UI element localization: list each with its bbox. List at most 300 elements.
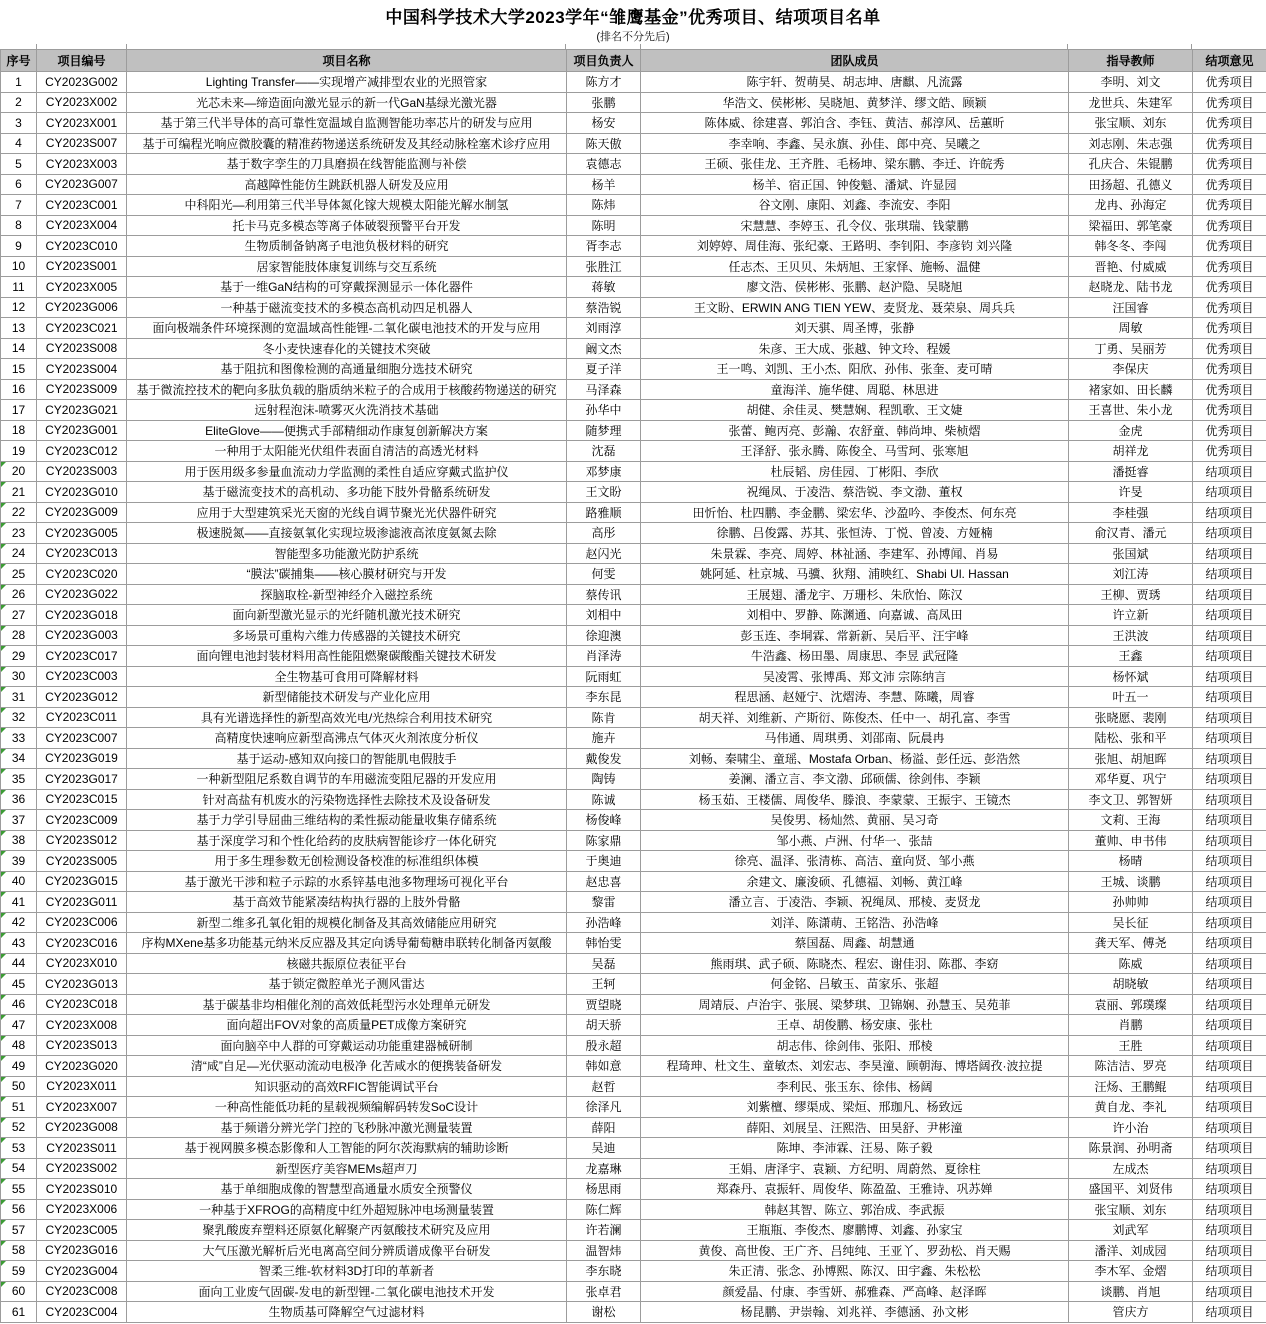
- cell-leader: 阚文杰: [567, 338, 641, 359]
- cell-leader: 陈诚: [567, 789, 641, 810]
- cell-index: 34: [1, 748, 37, 769]
- cell-project-name: 生物质基可降解空气过滤材料: [127, 1302, 567, 1323]
- cell-advisors: 潘洋、刘成园: [1069, 1240, 1193, 1261]
- cell-team-members: 马伟通、周琪勇、刘邵南、阮晨冉: [641, 728, 1069, 749]
- cell-team-members: 王硕、张佳龙、王齐胜、毛杨坤、梁东鹏、李迁、许皖秀: [641, 154, 1069, 175]
- cell-team-members: 谷文刚、康阳、刘鑫、李流安、李阳: [641, 195, 1069, 216]
- cell-team-members: 黄俊、高世俊、王广齐、吕纯纯、王亚丫、罗劲松、肖天赐: [641, 1240, 1069, 1261]
- cell-project-id: CY2023X006: [37, 1199, 127, 1220]
- cell-project-name: 基于单细胞成像的智慧型高通量水质安全预警仪: [127, 1179, 567, 1200]
- cell-team-members: 王娟、唐泽宇、袁颖、方纪明、周蔚然、夏徐柱: [641, 1158, 1069, 1179]
- cell-index: 9: [1, 236, 37, 257]
- table-row: [1, 892, 1266, 913]
- cell-project-id: CY2023G020: [37, 1056, 127, 1077]
- cell-index: 55: [1, 1179, 37, 1200]
- cell-project-id: CY2023G021: [37, 400, 127, 421]
- table-row: [1, 810, 1266, 831]
- cell-conclusion: 优秀项目: [1193, 441, 1266, 462]
- cell-project-name: 一种基于磁流变技术的多模态高机动四足机器人: [127, 297, 567, 318]
- cell-conclusion: 结项项目: [1193, 1179, 1266, 1200]
- cell-conclusion: 结项项目: [1193, 1281, 1266, 1302]
- cell-project-name: 托卡马克多模态等离子体破裂预警平台开发: [127, 215, 567, 236]
- cell-advisors: 梁福田、郭笔豪: [1069, 215, 1193, 236]
- cell-project-id: CY2023X011: [37, 1076, 127, 1097]
- cell-conclusion: 结项项目: [1193, 871, 1266, 892]
- cell-team-members: 徐亮、温泽、张清栋、高洁、童向贤、邹小燕: [641, 851, 1069, 872]
- cell-leader: 蔡传讯: [567, 584, 641, 605]
- cell-advisors: 胡晓敏: [1069, 974, 1193, 995]
- table-row: [1, 1302, 1266, 1323]
- cell-project-name: 面向锂电池封装材料用高性能阻燃聚碳酸酯关键技术研发: [127, 646, 567, 667]
- cell-team-members: 吴俊男、杨灿然、黄丽、吴习奇: [641, 810, 1069, 831]
- cell-index: 12: [1, 297, 37, 318]
- cell-index: 59: [1, 1261, 37, 1282]
- cell-advisors: 龚天军、傅尧: [1069, 933, 1193, 954]
- page-subtitle: (排名不分先后): [596, 31, 670, 43]
- table-row: [1, 1179, 1266, 1200]
- cell-index: 39: [1, 851, 37, 872]
- cell-leader: 陈天傲: [567, 133, 641, 154]
- table-row: [1, 400, 1266, 421]
- cell-index: 56: [1, 1199, 37, 1220]
- cell-conclusion: 优秀项目: [1193, 174, 1266, 195]
- cell-team-members: 胡健、余佳灵、樊慧娴、程凯歌、王文婕: [641, 400, 1069, 421]
- cell-leader: 吴迪: [567, 1138, 641, 1159]
- table-row: [1, 113, 1266, 134]
- cell-team-members: 程思涵、赵娅宁、沈熠涛、李慧、陈曦，周睿: [641, 687, 1069, 708]
- table-row: [1, 502, 1266, 523]
- cell-project-name: 基于力学引导屈曲三维结构的柔性振动能量收集存储系统: [127, 810, 567, 831]
- table-row: [1, 687, 1266, 708]
- cell-index: 11: [1, 277, 37, 298]
- cell-leader: 何雯: [567, 564, 641, 585]
- cell-index: 6: [1, 174, 37, 195]
- cell-advisors: 肖鹏: [1069, 1015, 1193, 1036]
- cell-project-name: 一种用于太阳能光伏组件表面自清洁的高透光材料: [127, 441, 567, 462]
- cell-leader: 韩怡雯: [567, 933, 641, 954]
- cell-project-name: 基于碳基非均相催化剂的高效低耗型污水处理单元研发: [127, 994, 567, 1015]
- cell-index: 10: [1, 256, 37, 277]
- cell-conclusion: 结项项目: [1193, 1097, 1266, 1118]
- cell-index: 42: [1, 912, 37, 933]
- cell-team-members: 胡天祥、刘维新、产斯衍、陈俊杰、任中一、胡孔富、李雪: [641, 707, 1069, 728]
- table-row: [1, 953, 1266, 974]
- cell-project-id: CY2023X010: [37, 953, 127, 974]
- cell-advisors: 王柳、贾琇: [1069, 584, 1193, 605]
- table-body: [1, 72, 1266, 1323]
- table-row: [1, 297, 1266, 318]
- cell-project-name: 基于阻抗和图像检测的高通量细胞分选技术研究: [127, 359, 567, 380]
- cell-conclusion: 结项项目: [1193, 1158, 1266, 1179]
- cell-index: 1: [1, 72, 37, 93]
- cell-project-id: CY2023X007: [37, 1097, 127, 1118]
- cell-conclusion: 结项项目: [1193, 810, 1266, 831]
- cell-index: 46: [1, 994, 37, 1015]
- cell-index: 29: [1, 646, 37, 667]
- cell-team-members: 廖文浩、侯彬彬、张鹏、赵沪隐、吴晓旭: [641, 277, 1069, 298]
- cell-conclusion: 结项项目: [1193, 769, 1266, 790]
- cell-leader: 杨羊: [567, 174, 641, 195]
- cell-team-members: 王文盼、ERWIN ANG TIEN YEW、麦贤龙、聂荣泉、周兵兵: [641, 297, 1069, 318]
- cell-conclusion: 优秀项目: [1193, 154, 1266, 175]
- cell-advisors: 田扬超、孔德义: [1069, 174, 1193, 195]
- cell-project-name: 基于可编程光响应微胶囊的精准药物递送系统研发及其经动脉栓塞术诊疗应用: [127, 133, 567, 154]
- cell-index: 5: [1, 154, 37, 175]
- cell-leader: 黎雷: [567, 892, 641, 913]
- cell-project-name: 高越障性能仿生跳跃机器人研发及应用: [127, 174, 567, 195]
- cell-project-name: 用于医用级多参量血流动力学监测的柔性自适应穿戴式监护仪: [127, 461, 567, 482]
- cell-advisors: 张宝顺、刘东: [1069, 1199, 1193, 1220]
- cell-index: 18: [1, 420, 37, 441]
- cell-project-id: CY2023G016: [37, 1240, 127, 1261]
- cell-project-id: CY2023G007: [37, 174, 127, 195]
- cell-conclusion: 结项项目: [1193, 482, 1266, 503]
- cell-team-members: 杨昆鹏、尹崇翰、刘兆祥、李德涵、孙文彬: [641, 1302, 1069, 1323]
- cell-conclusion: 优秀项目: [1193, 277, 1266, 298]
- cell-project-id: CY2023G015: [37, 871, 127, 892]
- cell-project-id: CY2023C021: [37, 318, 127, 339]
- column-header-advisors: 指导教师: [1069, 50, 1193, 72]
- cell-advisors: 邓华夏、巩宁: [1069, 769, 1193, 790]
- cell-team-members: 李利民、张玉东、徐伟、杨阔: [641, 1076, 1069, 1097]
- table-row: [1, 871, 1266, 892]
- cell-conclusion: 结项项目: [1193, 1302, 1266, 1323]
- cell-team-members: 胡志伟、徐剑伟、张阳、邢棱: [641, 1035, 1069, 1056]
- table-row: [1, 605, 1266, 626]
- cell-conclusion: 优秀项目: [1193, 420, 1266, 441]
- column-header-index: 序号: [1, 50, 37, 72]
- cell-project-name: 一种基于XFROG的高精度中红外超短脉冲电场测量装置: [127, 1199, 567, 1220]
- cell-conclusion: 结项项目: [1193, 523, 1266, 544]
- cell-index: 37: [1, 810, 37, 831]
- cell-project-id: CY2023C007: [37, 728, 127, 749]
- cell-project-id: CY2023S008: [37, 338, 127, 359]
- cell-index: 44: [1, 953, 37, 974]
- cell-team-members: 刘洋、陈潇萌、王铭浩、孙浩峰: [641, 912, 1069, 933]
- cell-leader: 孙华中: [567, 400, 641, 421]
- cell-leader: 孙浩峰: [567, 912, 641, 933]
- cell-advisors: 袁丽、郭璞璨: [1069, 994, 1193, 1015]
- cell-leader: 赵闪光: [567, 543, 641, 564]
- cell-project-name: 基于高效节能紧凑结构执行器的上肢外骨骼: [127, 892, 567, 913]
- cell-project-id: CY2023C004: [37, 1302, 127, 1323]
- cell-team-members: 颜爱晶、付康、李雪妍、郝雅森、严高峰、赵泽晖: [641, 1281, 1069, 1302]
- cell-project-id: CY2023G017: [37, 769, 127, 790]
- grid-gap-strip: [0, 44, 1266, 49]
- cell-project-name: 基于频谱分辨光学门控的飞秒脉冲激光测量装置: [127, 1117, 567, 1138]
- cell-advisors: 丁勇、吴丽芳: [1069, 338, 1193, 359]
- cell-conclusion: 结项项目: [1193, 1056, 1266, 1077]
- cell-project-id: CY2023C018: [37, 994, 127, 1015]
- cell-conclusion: 结项项目: [1193, 1199, 1266, 1220]
- cell-conclusion: 优秀项目: [1193, 256, 1266, 277]
- cell-project-name: 基于一维GaN结构的可穿戴探测显示一体化器件: [127, 277, 567, 298]
- cell-conclusion: 优秀项目: [1193, 318, 1266, 339]
- cell-index: 28: [1, 625, 37, 646]
- cell-conclusion: 结项项目: [1193, 912, 1266, 933]
- cell-index: 36: [1, 789, 37, 810]
- cell-advisors: 管庆方: [1069, 1302, 1193, 1323]
- cell-leader: 李东晓: [567, 1261, 641, 1282]
- cell-index: 13: [1, 318, 37, 339]
- cell-leader: 路雅顺: [567, 502, 641, 523]
- table-row: [1, 646, 1266, 667]
- cell-leader: 谢松: [567, 1302, 641, 1323]
- cell-project-name: 序构MXene基多功能基元纳米反应器及其定向诱导葡萄糖串联转化制备丙氨酸: [127, 933, 567, 954]
- cell-leader: 贾望晓: [567, 994, 641, 1015]
- cell-team-members: 周靖辰、卢治宇、张展、梁梦琪、卫锦娴、孙慧玉、吴苑菲: [641, 994, 1069, 1015]
- cell-index: 32: [1, 707, 37, 728]
- cell-advisors: 陈景润、孙明斋: [1069, 1138, 1193, 1159]
- cell-project-name: 具有光谱选择性的新型高效光电/光热综合利用技术研究: [127, 707, 567, 728]
- cell-leader: 施卉: [567, 728, 641, 749]
- cell-project-name: 新型储能技术研发与产业化应用: [127, 687, 567, 708]
- cell-leader: 杨俊峰: [567, 810, 641, 831]
- cell-project-id: CY2023G006: [37, 297, 127, 318]
- cell-leader: 张胜江: [567, 256, 641, 277]
- cell-project-id: CY2023X008: [37, 1015, 127, 1036]
- cell-project-name: 清“咸”自足—光伏驱动流动电极净 化苦咸水的便携装备研发: [127, 1056, 567, 1077]
- cell-index: 4: [1, 133, 37, 154]
- cell-team-members: 朱正清、张念、孙博熙、陈汉、田宇鑫、朱松松: [641, 1261, 1069, 1282]
- cell-project-name: 居家智能肢体康复训练与交互系统: [127, 256, 567, 277]
- cell-team-members: 牛浩鑫、杨田墨、周康思、李昱 武冠隆: [641, 646, 1069, 667]
- cell-advisors: 褚家如、田长麟: [1069, 379, 1193, 400]
- cell-project-id: CY2023X001: [37, 113, 127, 134]
- cell-leader: 阮雨虹: [567, 666, 641, 687]
- cell-project-name: EliteGlove——便携式手部精细动作康复创新解决方案: [127, 420, 567, 441]
- cell-leader: 夏子洋: [567, 359, 641, 380]
- cell-advisors: 许小治: [1069, 1117, 1193, 1138]
- cell-conclusion: 结项项目: [1193, 953, 1266, 974]
- cell-advisors: 陈洁洁、罗亮: [1069, 1056, 1193, 1077]
- cell-advisors: 晋艳、付威威: [1069, 256, 1193, 277]
- column-header-leader: 项目负责人: [567, 50, 641, 72]
- cell-team-members: 童海洋、施华健、周聪、林思进: [641, 379, 1069, 400]
- cell-team-members: 华浩文、侯彬彬、吴晓旭、黄梦洋、缪文皓、顾颖: [641, 92, 1069, 113]
- table-row: [1, 154, 1266, 175]
- cell-index: 60: [1, 1281, 37, 1302]
- cell-project-id: CY2023S009: [37, 379, 127, 400]
- cell-team-members: 刘婷婷、周佳海、张纪豪、王路明、李钊阳、李彦钧 刘兴隆: [641, 236, 1069, 257]
- cell-index: 33: [1, 728, 37, 749]
- cell-advisors: 龙冉、孙海定: [1069, 195, 1193, 216]
- cell-team-members: 薛阳、刘展呈、汪熙浩、田昊舒、尹彬潼: [641, 1117, 1069, 1138]
- cell-index: 21: [1, 482, 37, 503]
- table-row: [1, 1220, 1266, 1241]
- cell-project-id: CY2023C006: [37, 912, 127, 933]
- cell-advisors: 李文卫、郭智妍: [1069, 789, 1193, 810]
- cell-project-id: CY2023C012: [37, 441, 127, 462]
- cell-project-id: CY2023S005: [37, 851, 127, 872]
- cell-team-members: 王泽舒、张永腾、陈俊全、马雪珂、张寒旭: [641, 441, 1069, 462]
- table-row: [1, 994, 1266, 1015]
- cell-project-id: CY2023C013: [37, 543, 127, 564]
- cell-index: 53: [1, 1138, 37, 1159]
- cell-project-name: 核磁共振原位表征平台: [127, 953, 567, 974]
- cell-project-name: 全生物基可食用可降解材料: [127, 666, 567, 687]
- table-row: [1, 1281, 1266, 1302]
- cell-team-members: 刘紫檀、缪渠成、梁烜、邢珈凡、杨致远: [641, 1097, 1069, 1118]
- cell-index: 3: [1, 113, 37, 134]
- cell-advisors: 张旭、胡旭晖: [1069, 748, 1193, 769]
- cell-leader: 陈明: [567, 215, 641, 236]
- cell-team-members: 朱彦、王大成、张越、钟文玲、程媛: [641, 338, 1069, 359]
- cell-advisors: 陈威: [1069, 953, 1193, 974]
- cell-advisors: 文莉、王海: [1069, 810, 1193, 831]
- cell-conclusion: 优秀项目: [1193, 113, 1266, 134]
- column-header-team-members: 团队成员: [641, 50, 1069, 72]
- cell-index: 40: [1, 871, 37, 892]
- cell-conclusion: 结项项目: [1193, 605, 1266, 626]
- table-row: [1, 769, 1266, 790]
- table-row: [1, 318, 1266, 339]
- cell-index: 19: [1, 441, 37, 462]
- cell-leader: 戴俊发: [567, 748, 641, 769]
- cell-advisors: 王洪波: [1069, 625, 1193, 646]
- table-row: [1, 215, 1266, 236]
- table-row: [1, 256, 1266, 277]
- cell-team-members: 田忻怡、杜四鹏、李金鹏、梁宏华、沙盈吟、李俊杰、何东亮: [641, 502, 1069, 523]
- cell-advisors: 胡祥龙: [1069, 441, 1193, 462]
- cell-team-members: 杜辰韬、房佳园、丁彬阳、李欣: [641, 461, 1069, 482]
- cell-index: 35: [1, 769, 37, 790]
- cell-index: 7: [1, 195, 37, 216]
- cell-project-name: 应用于大型建筑采光天窗的光线自调节聚光光伏器件研究: [127, 502, 567, 523]
- cell-project-id: CY2023S012: [37, 830, 127, 851]
- cell-project-id: CY2023S004: [37, 359, 127, 380]
- cell-advisors: 刘志刚、朱志强: [1069, 133, 1193, 154]
- cell-conclusion: 结项项目: [1193, 789, 1266, 810]
- cell-index: 52: [1, 1117, 37, 1138]
- cell-team-members: 熊雨琪、武子硕、陈晓杰、程宏、谢佳羽、陈郡、李窈: [641, 953, 1069, 974]
- cell-conclusion: 结项项目: [1193, 666, 1266, 687]
- cell-advisors: 李桂强: [1069, 502, 1193, 523]
- cell-advisors: 刘武军: [1069, 1220, 1193, 1241]
- cell-team-members: 杨玉茹、王楼儒、周俊华、滕浪、李蒙蒙、王振宇、王镜杰: [641, 789, 1069, 810]
- cell-project-name: 极速脱氮——直接氨氧化实现垃圾渗滤液高浓度氨氮去除: [127, 523, 567, 544]
- cell-leader: 刘雨淳: [567, 318, 641, 339]
- cell-team-members: 任志杰、王贝贝、朱炳旭、王家怿、施畅、温健: [641, 256, 1069, 277]
- cell-project-name: “膜法”碳捕集——核心膜材研究与开发: [127, 564, 567, 585]
- cell-leader: 陈家鼎: [567, 830, 641, 851]
- cell-project-id: CY2023G003: [37, 625, 127, 646]
- cell-conclusion: 优秀项目: [1193, 379, 1266, 400]
- table-row: [1, 625, 1266, 646]
- cell-conclusion: 优秀项目: [1193, 195, 1266, 216]
- table-row: [1, 133, 1266, 154]
- cell-conclusion: 结项项目: [1193, 994, 1266, 1015]
- cell-project-id: CY2023C015: [37, 789, 127, 810]
- table-row: [1, 1076, 1266, 1097]
- cell-index: 17: [1, 400, 37, 421]
- cell-team-members: 王一鸣、刘凯、王小杰、阳欣、孙伟、张奎、麦可晴: [641, 359, 1069, 380]
- cell-project-id: CY2023G022: [37, 584, 127, 605]
- cell-advisors: 许旻: [1069, 482, 1193, 503]
- table-row: [1, 92, 1266, 113]
- cell-leader: 杨安: [567, 113, 641, 134]
- cell-leader: 于奥迪: [567, 851, 641, 872]
- cell-advisors: 王鑫: [1069, 646, 1193, 667]
- cell-team-members: 吴凌霄、张博禹、郑文沛 宗陈纳言: [641, 666, 1069, 687]
- table-row: [1, 1117, 1266, 1138]
- cell-project-name: 高精度快速响应新型高沸点气体灭火剂浓度分析仪: [127, 728, 567, 749]
- cell-advisors: 左成杰: [1069, 1158, 1193, 1179]
- cell-team-members: 宋慧慧、李婷玉、孔令仪、张琪瑞、钱蒙鹏: [641, 215, 1069, 236]
- cell-advisors: 盛国平、刘贤伟: [1069, 1179, 1193, 1200]
- cell-leader: 张卓君: [567, 1281, 641, 1302]
- cell-team-members: 姚阿延、杜京城、马骥、狄翔、浦映红、Shabi Ul. Hassan: [641, 564, 1069, 585]
- table-row: [1, 789, 1266, 810]
- cell-index: 25: [1, 564, 37, 585]
- table-row: [1, 482, 1266, 503]
- cell-project-name: 新型二维多孔氧化钼的规模化制备及其高效储能应用研究: [127, 912, 567, 933]
- cell-advisors: 汪炀、王鹏鲲: [1069, 1076, 1193, 1097]
- table-row: [1, 1138, 1266, 1159]
- cell-advisors: 谈鹏、肖旭: [1069, 1281, 1193, 1302]
- cell-leader: 张鹏: [567, 92, 641, 113]
- cell-project-name: 智能型多功能激光防护系统: [127, 543, 567, 564]
- cell-team-members: 韩赵其智、陈立、郭治成、李武振: [641, 1199, 1069, 1220]
- cell-project-name: 基于第三代半导体的高可靠性宽温域自监测智能功率芯片的研发与应用: [127, 113, 567, 134]
- cell-advisors: 杨怀斌: [1069, 666, 1193, 687]
- table-row: [1, 277, 1266, 298]
- cell-project-id: CY2023X005: [37, 277, 127, 298]
- column-header-conclusion: 结项意见: [1193, 50, 1266, 72]
- cell-project-id: CY2023G019: [37, 748, 127, 769]
- cell-leader: 胥李志: [567, 236, 641, 257]
- cell-project-id: CY2023G001: [37, 420, 127, 441]
- cell-project-id: CY2023S002: [37, 1158, 127, 1179]
- cell-advisors: 龙世兵、朱建军: [1069, 92, 1193, 113]
- table-row: [1, 359, 1266, 380]
- table-row: [1, 195, 1266, 216]
- table-row: [1, 1158, 1266, 1179]
- table-row: [1, 728, 1266, 749]
- cell-team-members: 蔡国磊、周鑫、胡慧通: [641, 933, 1069, 954]
- cell-index: 24: [1, 543, 37, 564]
- cell-team-members: 王展翅、潘龙宇、万珊杉、朱欣怡、陈汉: [641, 584, 1069, 605]
- cell-project-name: 基于锁定微腔单光子测风雷达: [127, 974, 567, 995]
- table-row: [1, 1056, 1266, 1077]
- cell-advisors: 王胜: [1069, 1035, 1193, 1056]
- cell-project-name: 基于激光干涉和粒子示踪的水系锌基电池多物理场可视化平台: [127, 871, 567, 892]
- cell-advisors: 金虎: [1069, 420, 1193, 441]
- cell-index: 16: [1, 379, 37, 400]
- cell-leader: 徐泽凡: [567, 1097, 641, 1118]
- cell-leader: 徐迎澳: [567, 625, 641, 646]
- cell-index: 43: [1, 933, 37, 954]
- cell-project-name: 一种高性能低功耗的星载视频编解码转发SoC设计: [127, 1097, 567, 1118]
- cell-advisors: 王喜世、朱小龙: [1069, 400, 1193, 421]
- cell-conclusion: 优秀项目: [1193, 236, 1266, 257]
- cell-team-members: 程琦珅、杜文生、童敏杰、刘宏志、李昊潼、顾朝海、博塔阔孜·波拉提: [641, 1056, 1069, 1077]
- page-title: 中国科学技术大学2023学年“雏鹰基金”优秀项目、结项项目名单: [385, 8, 881, 27]
- cell-conclusion: 结项项目: [1193, 1220, 1266, 1241]
- cell-leader: 沈磊: [567, 441, 641, 462]
- cell-project-name: 聚乳酸废弃塑料还原氨化解聚产丙氨酸技术研究及应用: [127, 1220, 567, 1241]
- column-header-project-name: 项目名称: [127, 50, 567, 72]
- cell-project-name: 面向工业废气固碳-发电的新型锂-二氧化碳电池技术开发: [127, 1281, 567, 1302]
- table-row: [1, 1240, 1266, 1261]
- cell-project-name: 面向超出FOV对象的高质量PET成像方案研究: [127, 1015, 567, 1036]
- cell-leader: 龙嘉琳: [567, 1158, 641, 1179]
- cell-advisors: 黄自龙、李礼: [1069, 1097, 1193, 1118]
- cell-project-id: CY2023X004: [37, 215, 127, 236]
- cell-leader: 刘相中: [567, 605, 641, 626]
- cell-conclusion: 结项项目: [1193, 543, 1266, 564]
- table-row: [1, 564, 1266, 585]
